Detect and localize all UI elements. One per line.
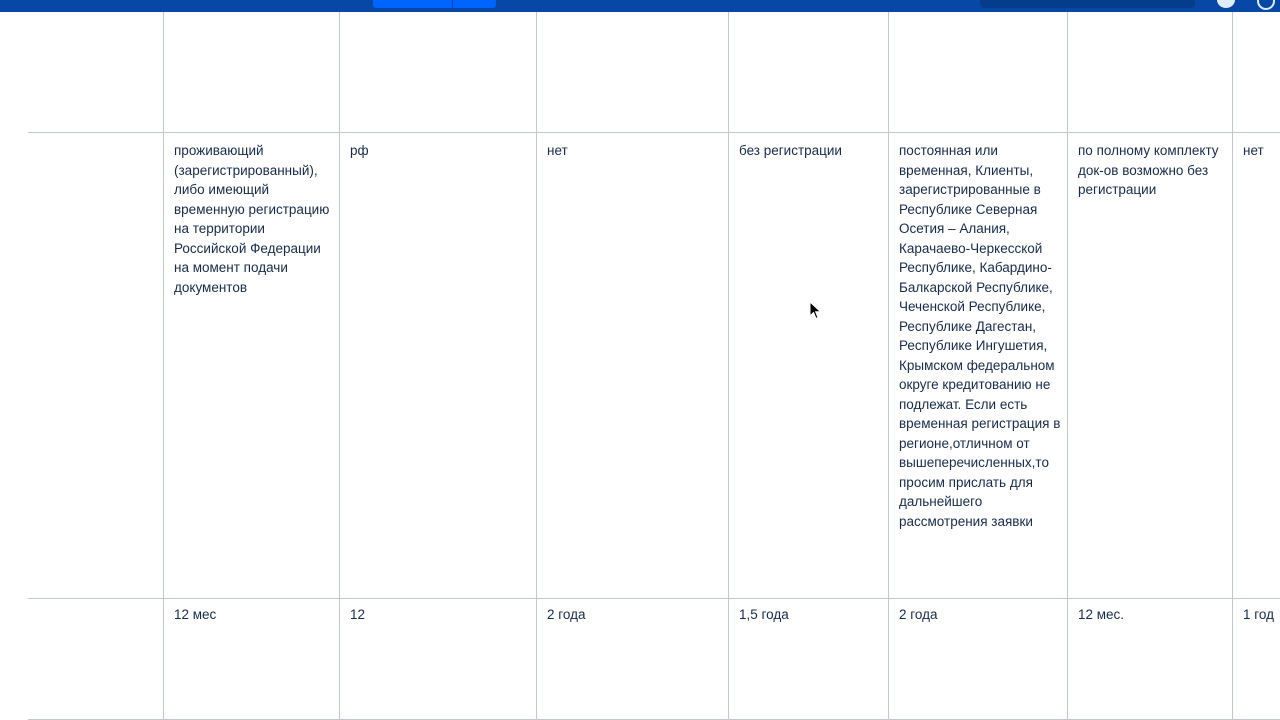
table-cell: 12: [350, 607, 366, 622]
create-button[interactable]: [373, 0, 452, 8]
help-icon[interactable]: [1217, 0, 1235, 8]
column-divider: [163, 12, 164, 720]
top-navigation-bar: [0, 0, 1280, 12]
table-cell: 12 мес: [174, 607, 217, 622]
table-cell: 12 мес.: [1078, 607, 1125, 622]
create-dropdown-button[interactable]: [453, 0, 496, 8]
notification-icon[interactable]: [1257, 0, 1275, 10]
data-table: [0, 12, 1280, 720]
table-cell: нет: [1243, 143, 1264, 158]
table-cell: рф: [350, 143, 369, 158]
column-divider: [536, 12, 537, 720]
column-divider: [339, 12, 340, 720]
column-divider: [1067, 12, 1068, 720]
table-cell: нет: [547, 143, 568, 158]
mouse-cursor-icon: [809, 301, 823, 321]
column-divider: [728, 12, 729, 720]
table-cell: 1 год: [1243, 607, 1274, 622]
table-cell: проживающий (зарегистрированный), либо имеющий временную регистрацию на территории Российской Федерации на момент подачи документов: [174, 143, 330, 295]
table-cell: без регистрации: [739, 143, 842, 158]
table-cell: 2 года: [547, 607, 586, 622]
column-divider: [1232, 12, 1233, 720]
row-divider: [28, 598, 1280, 599]
search-input[interactable]: [980, 0, 1195, 8]
table-cell: 2 года: [899, 607, 938, 622]
table-cell: по полному комплекту док-ов возможно без регистрации: [1078, 143, 1219, 197]
column-divider: [888, 12, 889, 720]
table-cell: постоянная или временная, Клиенты, зарегистрированные в Республике Северная Осетия – Алания, Карачаево-Черкесской Республике, Кабардино-Балкарской Республике, Чеченской Республике, Республике Дагестан, Республике Ингушетия, Крымском федеральном округе кредитованию не подлежат. Если есть временная регистрация в регионе,отличном от вышеперечисленных,то просим прислать для дальнейшего рассмотрения заявки: [899, 143, 1061, 529]
row-divider: [28, 132, 1280, 133]
table-cell: 1,5 года: [739, 607, 789, 622]
